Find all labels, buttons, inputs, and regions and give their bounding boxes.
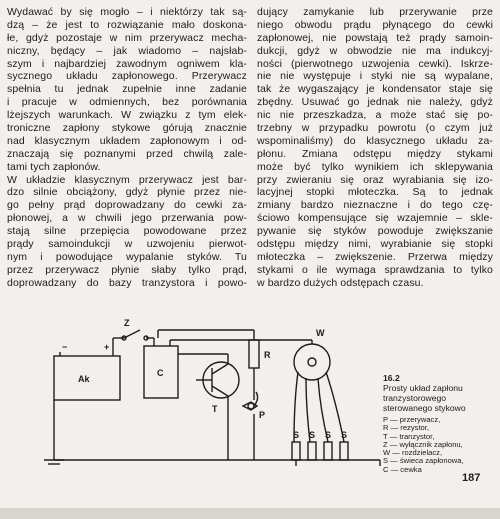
text-line: zmiany bardzo nieznaczne i do tego czę-: [257, 199, 493, 212]
text-line: spełnia tu jednak zupełnie inne zadanie: [7, 83, 247, 96]
label-plug-1: S: [293, 430, 300, 440]
text-line: odstępu między nimi, wyrabianie się stopki: [257, 238, 493, 251]
text-line: może być tylko wynikiem ich sklepywania: [257, 160, 493, 173]
text-line: ności (pierwotnego uzwojenia cewki). Iskrze-: [257, 57, 493, 70]
text-line: nym i powodujące wypalanie styków. Tu: [7, 250, 247, 263]
text-column-left: [7, 6, 247, 290]
text-line: troniczne zapłony stykowe górują znacznie: [7, 122, 247, 135]
label-battery-plus: +: [104, 342, 110, 352]
text-line: płonowej, a w chwili jego przerwania pow-: [7, 212, 247, 225]
text-line: stykami o ile wymaga sprawdzania to tylko: [257, 263, 493, 276]
text-column-right: [257, 6, 493, 290]
text-line: młoteczka – zwiększenie. Przerwa między: [257, 250, 493, 263]
label-distributor-w: W: [316, 328, 325, 338]
text-line: płonu. Zmiana odstępu między stykami: [257, 147, 493, 160]
text-line: dukcji, gdyż w obwodzie nie ma indukcyj-: [257, 44, 493, 57]
text-line: i pracuje w odmiennych, bez porównania: [7, 96, 247, 109]
text-line: ściowo kompensujące się wzajemnie – skle-: [257, 212, 493, 225]
text-line: przy zwieraniu się oraz wyrabiania się izo-: [257, 173, 493, 186]
text-line: w bardzo dużych odstępach czasu.: [257, 276, 424, 289]
text-line: znaczają się poznanymi przed chwilą zale-: [7, 147, 247, 160]
text-line: nad klasycznym układem zapłonowym i od-: [7, 134, 247, 147]
text-line: dzą – że jest to rozwiązanie mało doskona-: [7, 18, 247, 31]
label-plug-4: S: [341, 430, 348, 440]
label-battery-minus: −: [62, 342, 68, 352]
figure-title: Prosty układ zapłonu tranzystorowego sterowanego stykowo: [383, 383, 466, 413]
legend-item: R — rezystor,: [383, 423, 429, 433]
legend-item: C — cewka: [383, 464, 422, 474]
label-battery-ak: Ak: [78, 374, 90, 384]
text-line: sycznego układu zapłonowego. Przerywacz: [7, 70, 247, 83]
text-line: Wydawać by się mogło – i niektórzy tak są-: [7, 6, 247, 18]
text-line: nic nie przeszkadza, a może stać się po-: [257, 109, 493, 122]
label-switch-z: Z: [124, 318, 130, 328]
text-line: wspominaliśmy) do klasycznego układu za-: [257, 134, 493, 147]
text-line: pywanie się styków powoduje zwiększanie: [257, 225, 493, 238]
label-transistor-t: T: [212, 404, 218, 414]
text-line: niczny, będący – jak wiadomo – najsłab-: [7, 44, 247, 57]
label-breaker-p: P: [259, 410, 266, 420]
text-line: dzo silnie obciążony, gdyż płynie przez nie-: [7, 186, 247, 199]
legend-item: S — świeca zapłonowa,: [383, 456, 464, 466]
text-line: lżejszych warunkach. W związku z tym elek-: [7, 109, 247, 122]
text-line: nie nie występuje i styki nie są wypalane,: [257, 70, 493, 83]
text-line: tami tych zapłonów.: [7, 160, 101, 173]
label-resistor-r: R: [264, 350, 271, 360]
text-line: szym i najbardziej zawodnym ogniwem kla-: [7, 57, 247, 70]
text-line: stają silne przepięcia powodowane przez: [7, 225, 247, 238]
text-line: łe, gdyż pozostaje w nim przerywacz mecha-: [7, 31, 247, 44]
figure-caption: [383, 373, 495, 474]
text-line: dujący zamykanie lub przerywanie prze: [257, 6, 493, 18]
text-line: tak że wygaszający je kondensator staje się: [257, 83, 493, 96]
resistor: [249, 340, 259, 368]
label-plug-2: S: [309, 430, 316, 440]
figure-number: 16.2: [383, 373, 400, 383]
text-line: doprowadzany do bazy tranzystora i powo-: [7, 276, 247, 289]
legend-item: T — tranzystor,: [383, 431, 435, 441]
legend-item: P — przerywacz,: [383, 415, 441, 424]
text-line: zbędny. Usuwać go jednak nie należy, gdyż: [257, 96, 493, 109]
figure-legend: [383, 416, 495, 474]
text-line: niego obwodu prądu płynącego do cewki: [257, 18, 493, 31]
page-number: 187: [462, 472, 481, 484]
text-line: W układzie klasycznym przerywacz jest bar-: [7, 173, 247, 186]
text-line: trzebny w przypadku powrotu (o czym już: [257, 122, 493, 135]
legend-item: W — rozdzielacz,: [383, 448, 443, 458]
text-line: lacyjnej stopki młoteczka. Są to jednak: [257, 186, 493, 199]
text-line: zapłonowej, nie powstają też prądy samoin-: [257, 31, 493, 44]
label-plug-3: S: [325, 430, 332, 440]
legend-item: Z — wyłącznik zapłonu,: [383, 439, 463, 449]
distributor: [294, 344, 330, 380]
text-line: go pełny prąd doprowadzany do cewki za-: [7, 199, 247, 212]
label-coil-c: C: [157, 368, 164, 378]
text-line: przez przerywacz płynie słaby tylko prąd,: [7, 263, 247, 276]
text-line: prądy samoindukcji w uzwojeniu pierwot-: [7, 238, 247, 251]
bottom-page-edge: [0, 508, 500, 519]
